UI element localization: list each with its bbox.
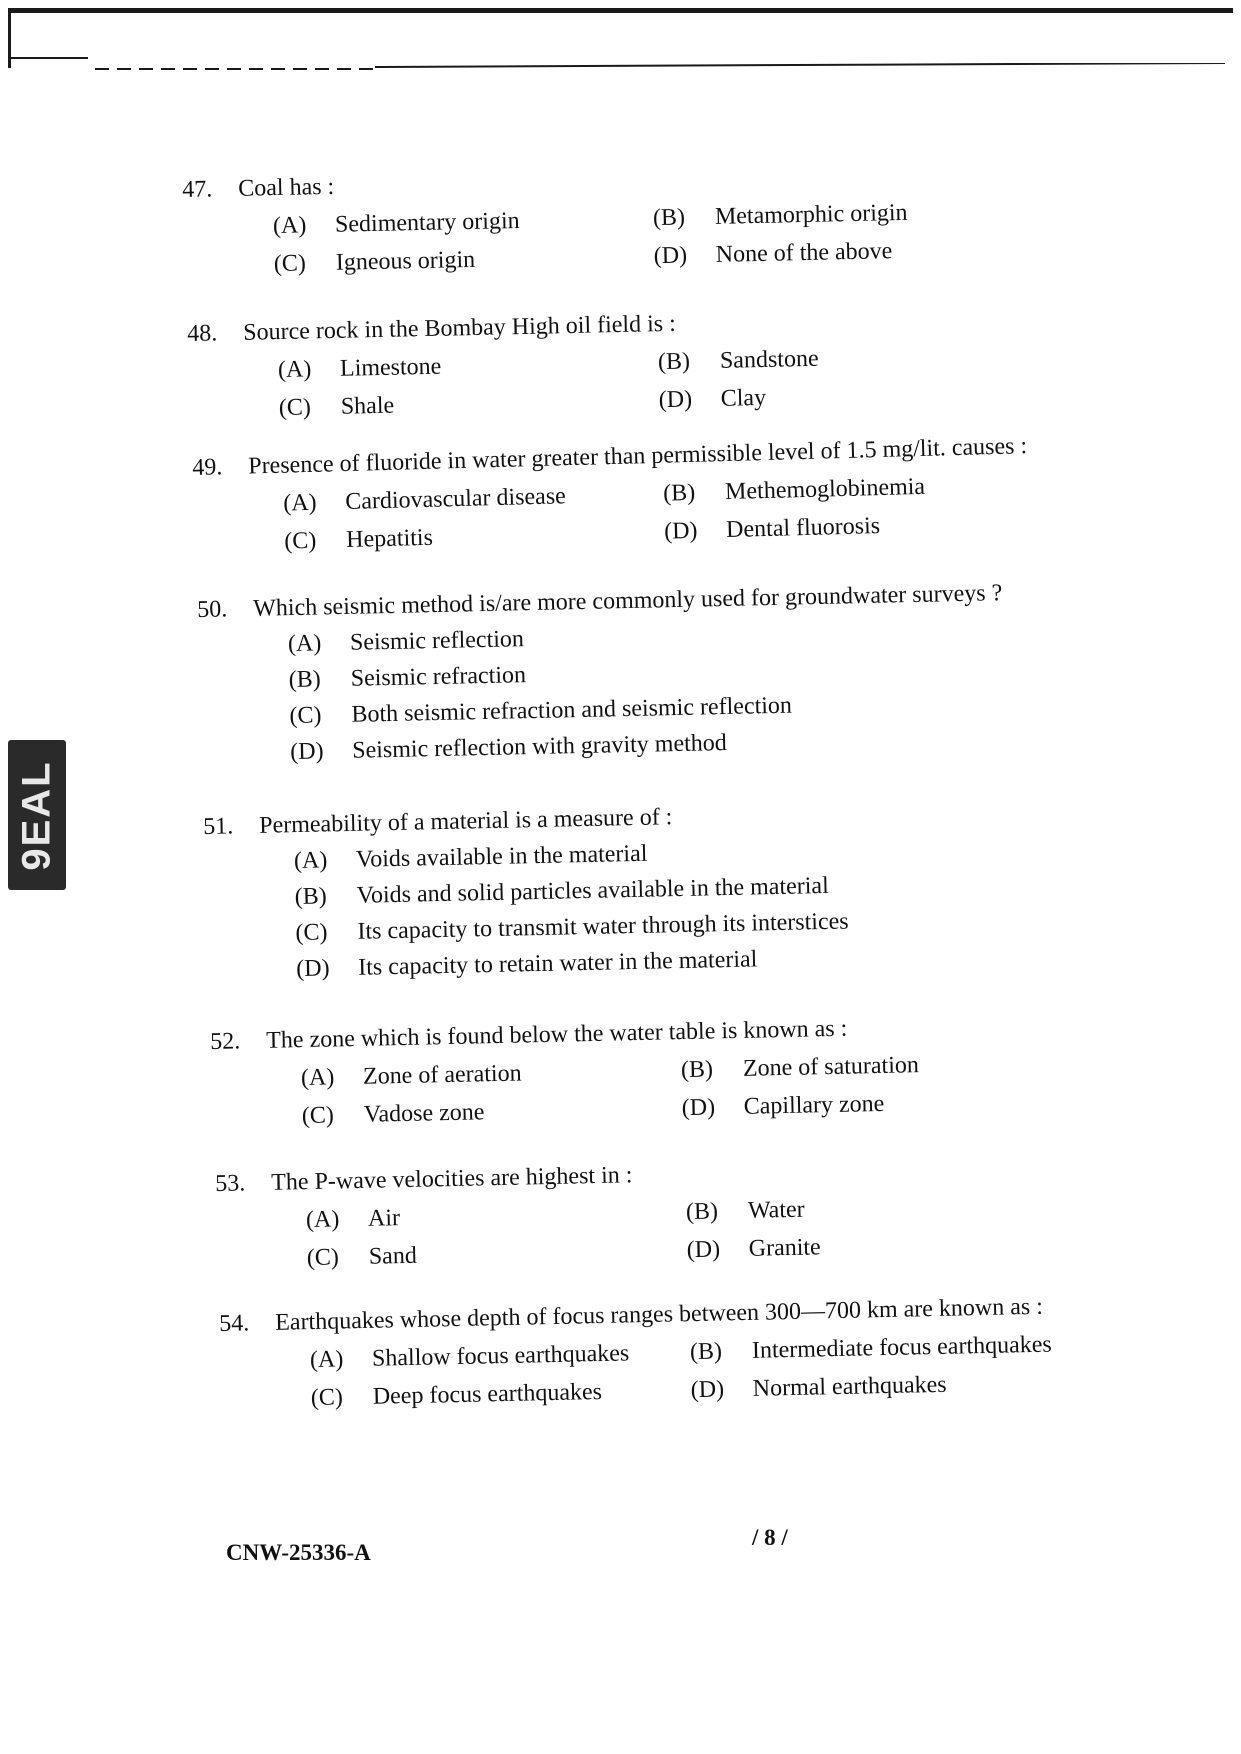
scan-left-border bbox=[8, 8, 11, 68]
option-text: Seismic reflection bbox=[349, 626, 525, 656]
option-b bbox=[686, 1191, 1106, 1224]
option-a bbox=[283, 482, 663, 516]
question-number: 53. bbox=[214, 1170, 246, 1197]
option-text: Deep focus earthquakes bbox=[372, 1378, 603, 1410]
option-text: Cardiovascular disease bbox=[344, 483, 567, 515]
option-key: (D) bbox=[681, 1094, 716, 1122]
option-d bbox=[653, 235, 1073, 268]
question-stem: Coal has : bbox=[237, 173, 335, 202]
option-key: (A) bbox=[305, 1206, 340, 1234]
question-number: 48. bbox=[186, 320, 218, 347]
option-key: (B) bbox=[652, 204, 686, 232]
option-a bbox=[301, 1058, 681, 1090]
question-stem: The P-wave velocities are highest in : bbox=[270, 1162, 633, 1196]
option-d bbox=[664, 509, 1084, 544]
option-text: Shallow focus earthquakes bbox=[371, 1340, 630, 1372]
scan-dashed-rule bbox=[95, 58, 1225, 66]
option-text: Water bbox=[747, 1196, 805, 1224]
option-d bbox=[290, 725, 1005, 764]
option-text: Its capacity to retain water in the material bbox=[357, 946, 758, 981]
option-key: (A) bbox=[309, 1346, 344, 1374]
option-key: (A) bbox=[272, 212, 307, 240]
question-stem: Earthquakes whose depth of focus ranges between 300—700 km are known as : bbox=[274, 1293, 1044, 1336]
option-key: (B) bbox=[662, 479, 696, 507]
option-key: (D) bbox=[663, 517, 698, 545]
margin-stamp-text: 9EAL bbox=[14, 759, 59, 871]
question-stem: Source rock in the Bombay High oil field is : bbox=[242, 310, 677, 346]
question-49 bbox=[192, 433, 1084, 556]
option-key: (D) bbox=[686, 1236, 721, 1264]
option-key: (D) bbox=[295, 955, 330, 983]
option-c bbox=[279, 388, 659, 420]
option-b bbox=[663, 471, 1083, 506]
option-key: (B) bbox=[680, 1056, 714, 1084]
option-text: Sandstone bbox=[719, 345, 819, 374]
question-51 bbox=[203, 802, 850, 983]
option-text: Zone of saturation bbox=[742, 1052, 920, 1082]
option-key: (B) bbox=[689, 1338, 723, 1366]
booklet-code: CNW-25336-A bbox=[226, 1540, 371, 1565]
option-c bbox=[284, 520, 664, 554]
question-47 bbox=[182, 159, 1074, 278]
option-key: (B) bbox=[294, 883, 328, 911]
option-text: Its capacity to transmit water through its interstices bbox=[357, 908, 849, 945]
option-d bbox=[690, 1369, 1110, 1402]
question-54 bbox=[219, 1293, 1111, 1412]
option-text: Voids and solid particles available in the material bbox=[356, 872, 829, 909]
option-a bbox=[273, 206, 653, 238]
option-key: (C) bbox=[295, 919, 328, 947]
question-number: 50. bbox=[196, 596, 228, 623]
option-text: Hepatitis bbox=[345, 524, 434, 553]
question-number: 52. bbox=[209, 1028, 241, 1055]
option-key: (A) bbox=[300, 1064, 335, 1092]
option-text: Shale bbox=[340, 392, 395, 420]
question-number: 47. bbox=[181, 176, 213, 203]
option-text: Limestone bbox=[339, 353, 442, 382]
option-key: (D) bbox=[658, 386, 693, 414]
option-text: Vadose zone bbox=[363, 1099, 485, 1128]
option-c bbox=[295, 910, 849, 946]
margin-stamp bbox=[8, 740, 66, 890]
option-a bbox=[288, 617, 1003, 656]
option-key: (A) bbox=[293, 847, 328, 875]
option-a bbox=[294, 838, 848, 874]
scan-header-rule bbox=[8, 57, 88, 59]
option-text: Sand bbox=[368, 1242, 418, 1270]
option-key: (A) bbox=[287, 630, 322, 658]
option-text: Methemoglobinemia bbox=[724, 473, 926, 506]
option-d bbox=[296, 945, 850, 981]
option-text: Granite bbox=[748, 1234, 821, 1262]
option-c bbox=[289, 689, 1004, 728]
option-text: Both seismic refraction and seismic reflection bbox=[351, 692, 793, 728]
option-b bbox=[288, 653, 1003, 692]
option-text: Clay bbox=[720, 384, 767, 412]
option-b bbox=[653, 197, 1073, 230]
question-stem: Which seismic method is/are more commonly used for groundwater surveys ? bbox=[252, 580, 1003, 622]
option-key: (C) bbox=[310, 1384, 344, 1412]
question-stem: The zone which is found below the water table is known as : bbox=[265, 1015, 848, 1054]
question-number: 51. bbox=[202, 813, 234, 840]
option-text: Air bbox=[367, 1205, 401, 1232]
option-a bbox=[306, 1200, 686, 1232]
option-key: (D) bbox=[653, 242, 688, 270]
option-key: (C) bbox=[289, 702, 322, 730]
option-key: (C) bbox=[306, 1244, 340, 1272]
option-key: (B) bbox=[657, 348, 691, 376]
question-stem: Presence of fluoride in water greater than permissible level of 1.5 mg/lit. causes : bbox=[247, 433, 1028, 480]
option-c bbox=[274, 244, 654, 276]
page-number: / 8 / bbox=[752, 1525, 788, 1550]
option-b bbox=[294, 874, 848, 910]
option-key: (C) bbox=[273, 250, 307, 278]
question-number: 49. bbox=[191, 454, 223, 481]
option-a bbox=[310, 1340, 690, 1372]
option-c bbox=[302, 1096, 682, 1128]
question-52 bbox=[210, 1011, 1102, 1130]
option-text: Seismic reflection with gravity method bbox=[351, 729, 728, 764]
option-key: (C) bbox=[301, 1102, 335, 1130]
option-key: (D) bbox=[690, 1376, 725, 1404]
question-50 bbox=[197, 581, 1005, 766]
option-text: Zone of aeration bbox=[362, 1060, 522, 1090]
option-key: (C) bbox=[283, 527, 317, 555]
option-key: (A) bbox=[282, 489, 317, 517]
option-text: Dental fluorosis bbox=[725, 513, 881, 544]
option-key: (B) bbox=[685, 1198, 719, 1226]
option-text: Intermediate focus earthquakes bbox=[751, 1331, 1052, 1364]
option-b bbox=[658, 341, 1078, 374]
question-53 bbox=[215, 1153, 1107, 1272]
scan-top-border bbox=[8, 8, 1233, 13]
option-key: (D) bbox=[289, 738, 324, 766]
option-text: Metamorphic origin bbox=[714, 199, 908, 230]
option-b bbox=[681, 1049, 1101, 1082]
question-stem: Permeability of a material is a measure of : bbox=[258, 804, 673, 839]
option-text: Sedimentary origin bbox=[334, 207, 520, 238]
option-text: Seismic refraction bbox=[350, 662, 527, 692]
option-a bbox=[278, 350, 658, 382]
option-text: Igneous origin bbox=[335, 246, 476, 276]
option-d bbox=[681, 1087, 1101, 1120]
option-text: Normal earthquakes bbox=[752, 1371, 947, 1402]
option-text: None of the above bbox=[715, 238, 893, 268]
option-text: Capillary zone bbox=[743, 1090, 885, 1120]
option-key: (B) bbox=[288, 666, 322, 694]
option-key: (A) bbox=[277, 356, 312, 384]
option-b bbox=[690, 1331, 1110, 1364]
option-d bbox=[686, 1229, 1106, 1262]
option-d bbox=[658, 379, 1078, 412]
option-text: Voids available in the material bbox=[355, 840, 648, 873]
question-number: 54. bbox=[218, 1310, 250, 1337]
option-key: (C) bbox=[278, 394, 312, 422]
option-c bbox=[307, 1238, 687, 1270]
option-c bbox=[311, 1378, 691, 1410]
question-48 bbox=[187, 303, 1079, 422]
